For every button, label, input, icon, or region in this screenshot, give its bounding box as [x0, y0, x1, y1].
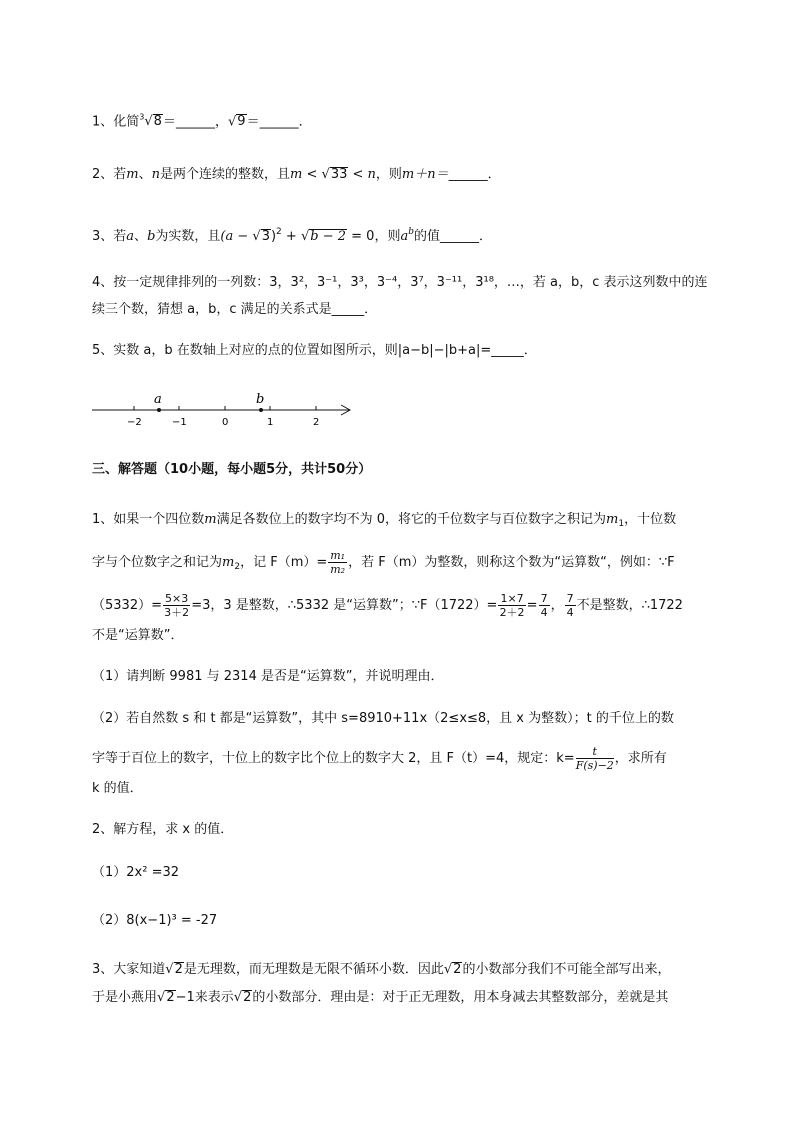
text: 于是小燕用	[92, 990, 158, 1005]
sqrt-argument: 33	[330, 167, 348, 182]
plus: +	[281, 229, 301, 244]
s1-line-4: 不是“运算数”．	[92, 628, 184, 643]
denominator: 4	[566, 606, 574, 619]
point-a	[157, 408, 161, 412]
q2-then: ，则	[375, 167, 402, 182]
fraction	[539, 592, 550, 619]
sqrt-sign: √	[300, 229, 310, 244]
text: 的小数部分我们不可能全部写出来，	[462, 962, 671, 977]
sqrt-sign: √	[321, 167, 330, 182]
var-a: a	[400, 229, 409, 244]
equals: ＝	[162, 114, 176, 130]
subscript: 1	[618, 519, 625, 529]
period: ．	[487, 167, 501, 182]
less-than: <	[348, 167, 368, 182]
q3-text: 为实数，且	[155, 229, 221, 244]
sqrt-sign: √	[165, 962, 174, 977]
text: 3、大家知道	[92, 962, 166, 977]
text: ，若 F（m）为整数，则称这个数为“运算数“，例如：∵F	[348, 555, 675, 570]
var-n: n	[367, 167, 376, 182]
text: 是无理数，而无理数是无限不循环小数．因此	[183, 962, 444, 977]
sqrt-argument: 2	[174, 962, 183, 977]
q3-label: 3、若	[92, 229, 127, 244]
var-m1: m	[606, 512, 619, 527]
denominator: 4	[540, 606, 548, 619]
s1-part-2-line-2	[92, 745, 667, 772]
fraction	[498, 592, 525, 619]
cbrt-argument: 8	[153, 114, 162, 130]
question-2	[92, 165, 501, 185]
text: =3，3 是整数，∴5332 是“运算数”；∵F（1722）=	[191, 598, 498, 613]
sqrt-argument: 3	[261, 229, 270, 244]
text: ，	[550, 598, 564, 613]
tick-label: 2	[313, 417, 320, 428]
text: =	[526, 598, 538, 613]
text: ，记 F（m）=	[240, 555, 328, 570]
q1-label: 1、化简	[92, 114, 140, 130]
text: ，十位数	[624, 512, 677, 527]
sqrt-argument: b − 2	[310, 229, 346, 244]
tick-label: 1	[267, 417, 274, 428]
cbrt-sign: $^3$√	[139, 113, 153, 130]
question-4-line-2: 续三个数，猜想 a，b，c 满足的关系式是_____．	[92, 302, 378, 317]
q3-then: ，则	[374, 229, 401, 244]
text: 满足各数位上的数字均不为 0，将它的千位数字与百位数字之积记为	[216, 512, 607, 527]
denominator: 3＋2	[164, 606, 190, 619]
tick-label: −1	[172, 417, 187, 428]
text: 不是整数，∴1722	[576, 598, 683, 613]
sqrt-argument: 2	[243, 990, 252, 1005]
number-line	[88, 388, 363, 432]
denominator: m₂	[330, 563, 346, 576]
var-n: n	[151, 167, 160, 182]
numerator: 7	[540, 592, 548, 605]
period: ．	[479, 229, 493, 244]
s2-equation-2: （2）8(x−1)³ = -27	[92, 913, 218, 928]
question-5: 5、实数 a，b 在数轴上对应的点的位置如图所示，则|a−b|−|b+a|=_____．	[92, 343, 537, 358]
s1-part-2-line-3: k 的值．	[92, 781, 143, 796]
denominator: F(s)−2	[575, 759, 614, 772]
var-m: m	[290, 167, 303, 182]
var-a: a	[126, 229, 135, 244]
numerator: m₁	[330, 549, 346, 562]
sqrt-argument: 2	[166, 990, 175, 1005]
sqrt-argument: 9	[237, 114, 246, 130]
sqrt-sign: √	[443, 962, 453, 977]
sqrt-sign: √	[227, 114, 237, 130]
sqrt-argument: 2	[453, 962, 462, 977]
exponent: b	[408, 227, 414, 237]
label-b: b	[256, 392, 265, 407]
less-than: <	[302, 167, 322, 182]
s1-line-1	[92, 510, 676, 534]
tick-label: −2	[127, 417, 142, 428]
numerator: 7	[566, 592, 574, 605]
expr-part: (a −	[220, 229, 253, 244]
sqrt-sign: √	[157, 990, 166, 1005]
denominator: 2＋2	[499, 606, 525, 619]
question-4-line-1: 4、按一定规律排列的一列数：3，3²，3⁻¹，3³，3⁻⁴，3⁷，3⁻¹¹，3¹⁸，…，若 a，b，c 表示这列数中的连	[92, 275, 708, 290]
s3-line-1	[92, 960, 670, 980]
s1-part-1: （1）请判断 9981 与 2314 是否是“运算数”，并说明理由．	[92, 669, 444, 684]
text: 1、如果一个四位数	[92, 512, 205, 527]
text: 字等于百位上的数字，十位上的数字比个位上的数字大 2，且 F（t）=4，规定：k=	[92, 751, 575, 766]
answer-blank: ______	[440, 229, 479, 244]
sqrt-sign: √	[252, 229, 261, 244]
answer-blank: ______	[448, 167, 488, 182]
s3-line-2	[92, 988, 668, 1008]
s2-equation-1: （1）2x² =32	[92, 865, 180, 880]
label-a: a	[154, 392, 162, 407]
text: 的小数部分．理由是：对于正无理数，用本身减去其整数部分，差就是其	[252, 990, 669, 1005]
s1-line-2	[92, 549, 675, 577]
answer-blank-1: ______	[175, 114, 215, 130]
subscript: 2	[234, 562, 241, 572]
numerator: 5×3	[164, 592, 189, 605]
numerator: 1×7	[500, 592, 524, 605]
comma: 、	[138, 167, 152, 182]
comma: 、	[134, 229, 148, 244]
var-b: b	[147, 229, 156, 244]
period: ．	[298, 114, 312, 130]
fraction	[565, 592, 576, 619]
fraction-m1-m2	[328, 549, 347, 576]
point-b	[259, 408, 263, 412]
var-m: m	[126, 167, 139, 182]
text: （5332）=	[92, 598, 162, 613]
question-1	[92, 108, 312, 132]
separator: ，	[214, 114, 228, 130]
var-m2: m	[222, 555, 235, 570]
section-title: 三、解答题（10小题，每小题5分，共计50分）	[92, 462, 372, 477]
paren: )	[270, 229, 277, 244]
fraction-k	[576, 745, 614, 772]
s2-title: 2、解方程，求 x 的值．	[92, 822, 234, 837]
sqrt-sign: √	[233, 990, 243, 1005]
text: 字与个位数字之和记为	[92, 555, 223, 570]
exponent: 2	[276, 227, 282, 237]
numerator: t	[576, 745, 614, 759]
q3-tail: 的值	[413, 229, 440, 244]
equals: ＝	[246, 114, 260, 130]
text: −1来表示	[175, 990, 234, 1005]
fraction	[163, 592, 190, 619]
equals-zero: = 0	[347, 229, 375, 244]
text: ，求所有	[614, 751, 667, 766]
sum-expression: m＋n＝	[401, 167, 449, 182]
q2-label: 2、若	[92, 167, 127, 182]
s1-part-2-line-1: （2）若自然数 s 和 t 都是“运算数”，其中 s=8910+11x（2≤x≤8，且 x 为整数）；t 的千位上的数	[92, 711, 674, 726]
q2-text: 是两个连续的整数，且	[160, 167, 291, 182]
tick-label: 0	[222, 417, 229, 428]
answer-blank-2: ______	[259, 114, 299, 130]
s1-line-3	[92, 592, 683, 619]
question-3	[92, 222, 492, 247]
var-m: m	[204, 512, 217, 527]
